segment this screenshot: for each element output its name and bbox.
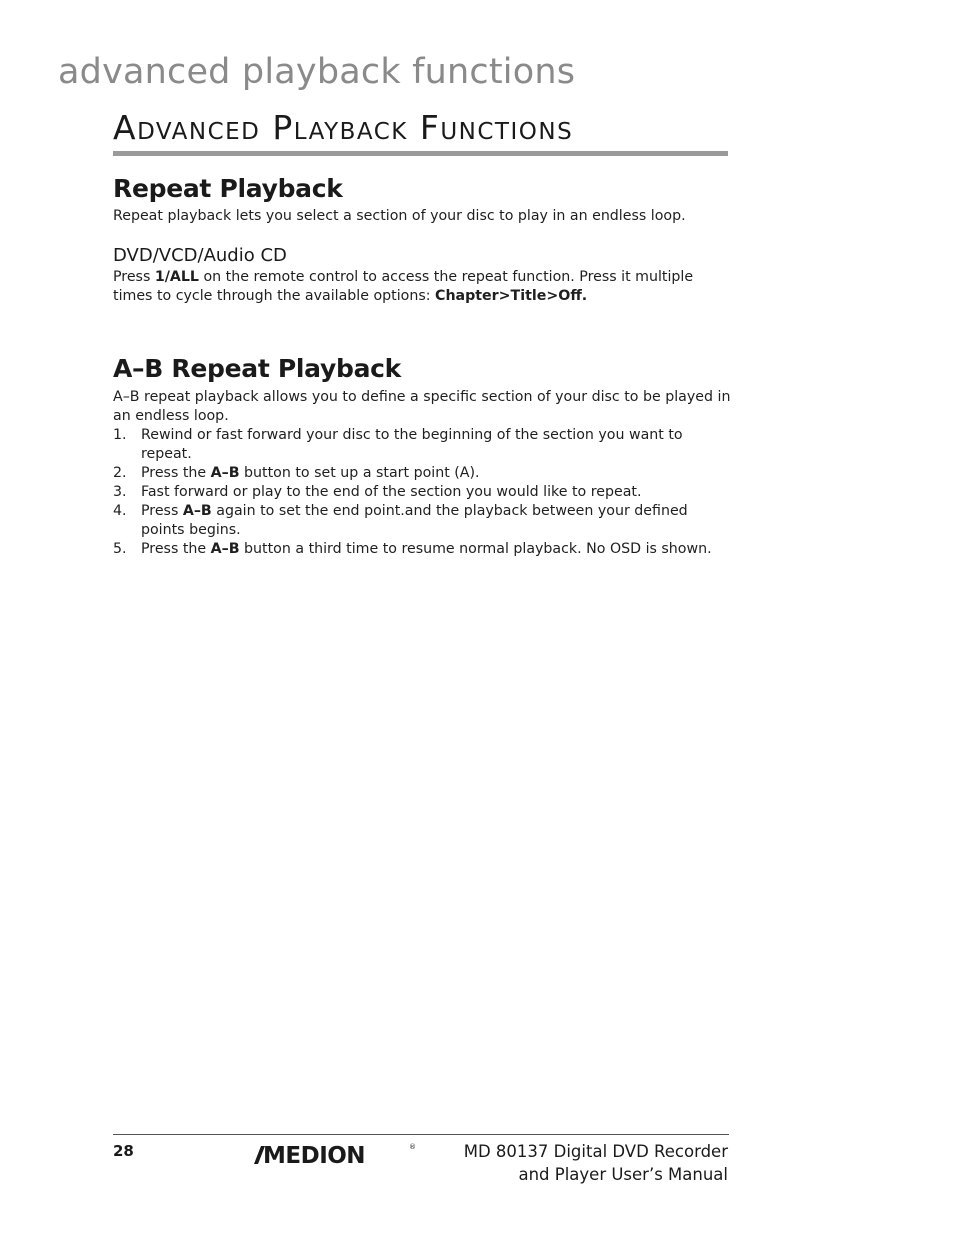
repeat-instructions-paragraph xyxy=(113,268,733,306)
page-number: 28 xyxy=(113,1142,134,1160)
ab-repeat-intro-paragraph: A–B repeat playback allows you to define a specific section of your disc to be played in an endless loop. xyxy=(113,389,731,424)
section-heading-ab-repeat-playback: A–B Repeat Playback xyxy=(113,354,401,383)
medion-logo xyxy=(252,1140,417,1166)
repeat-press-text: Press xyxy=(113,269,155,285)
repeat-desc-text: on the remote control to access the repeat function. Press it multiple times to cycle through the available options: xyxy=(113,269,694,304)
step-number: 4. xyxy=(113,503,127,519)
list-item xyxy=(113,483,733,502)
step-text-pre: Press xyxy=(141,503,183,519)
list-item xyxy=(113,502,733,540)
section-heading-repeat-playback: Repeat Playback xyxy=(113,174,343,203)
list-item xyxy=(113,426,733,464)
step-text: Rewind or fast forward your disc to the beginning of the section you want to repeat. xyxy=(141,427,683,462)
list-item xyxy=(113,464,733,483)
step-text-post: button to set up a start point (A). xyxy=(239,465,480,481)
chapter-rule xyxy=(113,151,728,156)
step-text-post: again to set the end point.and the playback between your defined points begins. xyxy=(141,503,688,538)
step-number: 1. xyxy=(113,427,127,443)
step-text-pre: Press the xyxy=(141,541,211,557)
step-text xyxy=(141,464,733,483)
footer-manual-title xyxy=(464,1140,728,1186)
repeat-options-label: Chapter>Title>Off. xyxy=(435,288,588,304)
step-key-label: A–B xyxy=(210,465,240,481)
repeat-intro-paragraph: Repeat playback lets you select a section of your disc to play in an endless loop. xyxy=(113,208,686,224)
chapter-title: Advanced Playback Functions xyxy=(113,108,574,147)
page-content xyxy=(113,170,733,559)
step-number: 5. xyxy=(113,541,127,557)
step-key-label: A–B xyxy=(210,541,240,557)
step-text-post: button a third time to resume normal playback. No OSD is shown. xyxy=(239,541,712,557)
step-text: Fast forward or play to the end of the section you would like to repeat. xyxy=(141,484,642,500)
footer-line-2: and Player User’s Manual xyxy=(518,1165,728,1184)
list-item xyxy=(113,540,733,559)
step-number: 2. xyxy=(113,465,127,481)
step-key-label: A–B xyxy=(182,503,212,519)
footer-line-1: MD 80137 Digital DVD Recorder xyxy=(463,1142,728,1161)
ab-repeat-steps-list xyxy=(113,426,733,559)
step-text xyxy=(141,540,733,559)
registered-mark: ® xyxy=(409,1143,416,1151)
step-text-pre: Press the xyxy=(141,465,211,481)
running-head: advanced playback functions xyxy=(58,52,576,92)
logo-wordmark: MEDION xyxy=(263,1143,366,1166)
subheading-dvd-vcd-audio-cd: DVD/VCD/Audio CD xyxy=(113,245,287,266)
step-number: 3. xyxy=(113,484,127,500)
step-text xyxy=(141,502,733,540)
repeat-key-label: 1/ALL xyxy=(154,269,199,285)
footer-rule xyxy=(113,1134,729,1135)
